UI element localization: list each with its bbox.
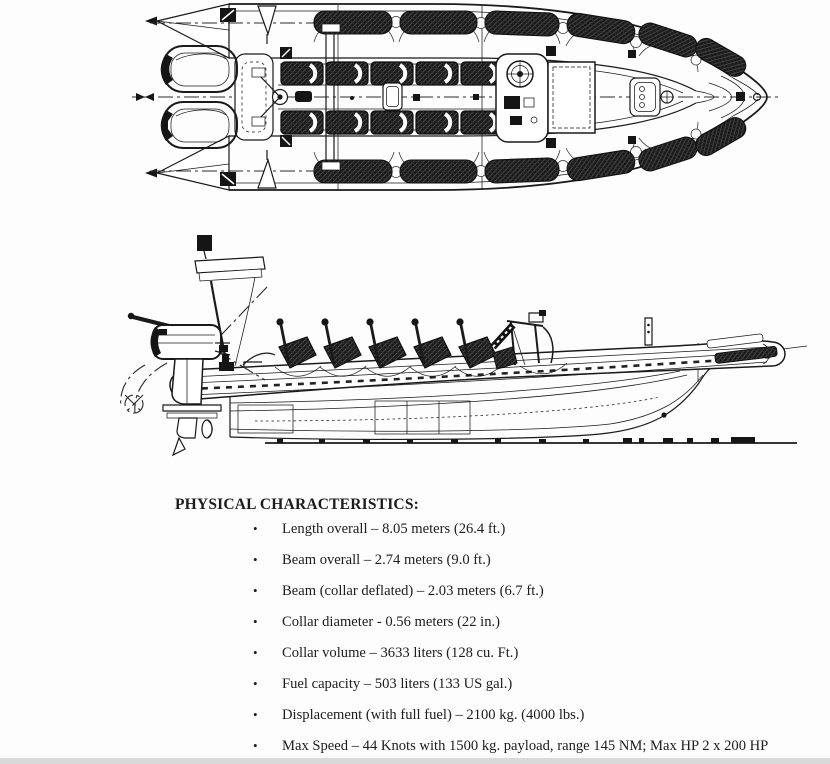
spec-item-collar-volume [253, 637, 819, 668]
boat-profile-view-drawing [115, 225, 810, 470]
bullet-icon: • [253, 521, 258, 536]
spec-item-fuel-capacity [253, 668, 819, 699]
spec-text: Beam overall – 2.74 meters (9.0 ft.) [282, 552, 491, 568]
spec-text: Max Speed – 44 Knots with 1500 kg. payload, range 145 NM; Max HP 2 x 200 HP [282, 738, 769, 754]
spec-item-displacement [253, 699, 819, 730]
spec-text: Fuel capacity – 503 liters (133 US gal.) [282, 676, 513, 692]
spec-item-max-speed [253, 730, 819, 761]
bullet-icon: • [253, 676, 258, 691]
spec-item-length-overall [253, 513, 819, 544]
page-bottom-edge [0, 758, 830, 764]
spec-item-collar-diameter [253, 606, 819, 637]
boat-plan-view-drawing [130, 0, 785, 200]
bow-panel [630, 78, 673, 116]
spec-text: Collar volume – 3633 liters (128 cu. Ft.) [282, 645, 519, 661]
specs-section-title: PHYSICAL CHARACTERISTICS: [175, 496, 420, 513]
spec-text: Displacement (with full fuel) – 2100 kg. (4000 lbs.) [282, 707, 585, 723]
specs-list [253, 513, 819, 761]
spec-text: Collar diameter - 0.56 meters (22 in.) [282, 614, 501, 630]
helm-console-plan [496, 54, 548, 142]
spec-item-beam-overall [253, 544, 819, 575]
bullet-icon: • [253, 738, 258, 753]
spec-item-beam-deflated [253, 575, 819, 606]
bullet-icon: • [253, 614, 258, 629]
spec-text: Beam (collar deflated) – 2.03 meters (6.7 ft.) [282, 583, 544, 599]
spec-text: Length overall – 8.05 meters (26.4 ft.) [282, 521, 506, 537]
deck-hatch [548, 62, 595, 133]
plan-centerline [132, 92, 780, 101]
bullet-icon: • [253, 552, 258, 567]
bullet-icon: • [253, 707, 258, 722]
bullet-icon: • [253, 645, 258, 660]
bullet-icon: • [253, 583, 258, 598]
